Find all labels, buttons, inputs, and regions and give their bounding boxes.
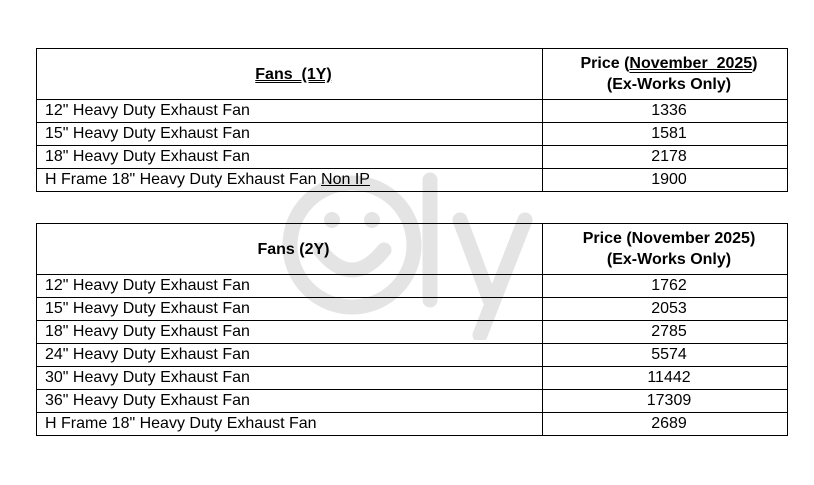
header-price-suffix: )	[752, 55, 758, 72]
table-row	[37, 146, 788, 169]
table-row	[37, 169, 788, 192]
product-price: 1581	[543, 123, 788, 146]
header-price-date: November 2025	[629, 55, 753, 72]
price-table-2y	[36, 223, 788, 436]
column-header-price	[543, 224, 788, 275]
product-name: 12" Heavy Duty Exhaust Fan	[37, 275, 543, 298]
header-price-label: Price (November 2025)	[582, 230, 756, 247]
header-fans-label: Fans (1Y)	[255, 65, 332, 83]
table-row	[37, 367, 788, 390]
column-header-fans: Fans (2Y)	[37, 224, 543, 275]
column-header-fans	[37, 49, 543, 100]
product-name: 18" Heavy Duty Exhaust Fan	[37, 146, 543, 169]
price-table-1y	[36, 48, 788, 192]
table-row	[37, 321, 788, 344]
product-price: 2053	[543, 298, 788, 321]
product-price: 5574	[543, 344, 788, 367]
product-price: 2689	[543, 413, 788, 436]
table-row	[37, 390, 788, 413]
table-row	[37, 344, 788, 367]
table-row	[37, 275, 788, 298]
product-price: 17309	[543, 390, 788, 413]
product-name: 15" Heavy Duty Exhaust Fan	[37, 298, 543, 321]
table-row	[37, 123, 788, 146]
header-price-prefix: Price (	[580, 55, 630, 72]
product-name: 30" Heavy Duty Exhaust Fan	[37, 367, 543, 390]
product-price: 11442	[543, 367, 788, 390]
table-header-row	[37, 224, 788, 275]
product-name: 18" Heavy Duty Exhaust Fan	[37, 321, 543, 344]
product-name: 15" Heavy Duty Exhaust Fan	[37, 123, 543, 146]
table-row	[37, 100, 788, 123]
column-header-price	[543, 49, 788, 100]
product-name-cell	[37, 169, 543, 192]
product-price: 1762	[543, 275, 788, 298]
product-name-suffix: Non IP	[321, 171, 370, 188]
product-price: 2785	[543, 321, 788, 344]
product-price: 1900	[543, 169, 788, 192]
product-name: 24" Heavy Duty Exhaust Fan	[37, 344, 543, 367]
product-name: H Frame 18" Heavy Duty Exhaust Fan	[45, 171, 322, 188]
product-name: 36" Heavy Duty Exhaust Fan	[37, 390, 543, 413]
header-price-note: (Ex-Works Only)	[606, 251, 732, 268]
table-row	[37, 413, 788, 436]
table-header-row	[37, 49, 788, 100]
product-price: 2178	[543, 146, 788, 169]
product-name: 12" Heavy Duty Exhaust Fan	[37, 100, 543, 123]
table-row	[37, 298, 788, 321]
product-name: H Frame 18" Heavy Duty Exhaust Fan	[37, 413, 543, 436]
product-price: 1336	[543, 100, 788, 123]
header-price-note: (Ex-Works Only)	[606, 76, 732, 93]
